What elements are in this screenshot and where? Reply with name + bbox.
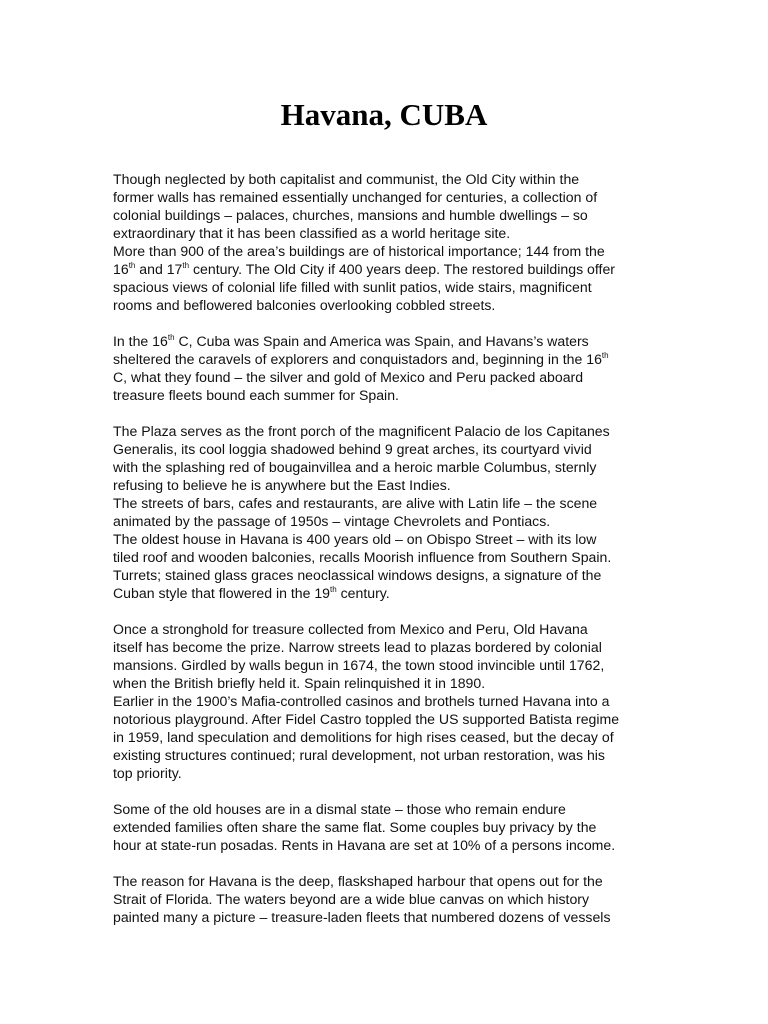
text-line xyxy=(113,422,658,440)
text-line xyxy=(113,242,658,260)
text-segment: animated by the passage of 1950s – vintage Chevrolets and Pontiacs. xyxy=(113,513,551,529)
text-segment: century. The Old City if 400 years deep. The restored buildings offer xyxy=(189,261,615,277)
text-line xyxy=(113,638,658,656)
text-segment: colonial buildings – palaces, churches, mansions and humble dwellings – so xyxy=(113,207,588,223)
text-line xyxy=(113,890,658,908)
text-line xyxy=(113,368,658,386)
text-line xyxy=(113,692,658,710)
text-line xyxy=(113,710,658,728)
text-line xyxy=(113,836,658,854)
text-segment: Earlier in the 1900’s Mafia-controlled casinos and brothels turned Havana into a xyxy=(113,693,610,709)
text-line xyxy=(113,278,658,296)
text-line xyxy=(113,188,658,206)
text-line xyxy=(113,260,658,278)
paragraph xyxy=(113,620,658,782)
text-segment: C, Cuba was Spain and America was Spain, and Havans’s waters xyxy=(174,333,589,349)
text-segment: sheltered the caravels of explorers and conquistadors and, beginning in the 16 xyxy=(113,351,602,367)
text-segment: The oldest house in Havana is 400 years old – on Obispo Street – with its low xyxy=(113,531,597,547)
text-segment: tiled roof and wooden balconies, recalls Moorish influence from Southern Spain. xyxy=(113,549,612,565)
text-segment: spacious views of colonial life filled with sunlit patios, wide stairs, magnificent xyxy=(113,279,592,295)
text-segment: notorious playground. After Fidel Castro toppled the US supported Batista regime xyxy=(113,711,620,727)
text-segment: hour at state-run posadas. Rents in Havana are set at 10% of a persons income. xyxy=(113,837,616,853)
text-segment: top priority. xyxy=(113,765,182,781)
text-segment: extended families often share the same flat. Some couples buy privacy by the xyxy=(113,819,597,835)
text-segment: C, what they found – the silver and gold of Mexico and Peru packed aboard xyxy=(113,369,584,385)
text-line xyxy=(113,224,658,242)
text-segment: treasure fleets bound each summer for Spain. xyxy=(113,387,399,403)
text-line xyxy=(113,494,658,512)
text-segment: century. xyxy=(336,585,390,601)
text-line xyxy=(113,476,658,494)
text-segment: More than 900 of the area’s buildings are of historical importance; 144 from the xyxy=(113,243,605,259)
text-line xyxy=(113,530,658,548)
text-line xyxy=(113,548,658,566)
text-segment: extraordinary that it has been classified as a world heritage site. xyxy=(113,225,511,241)
text-segment: The Plaza serves as the front porch of the magnificent Palacio de los Capitanes xyxy=(113,423,610,439)
text-segment: mansions. Girdled by walls begun in 1674, the town stood invincible until 1762, xyxy=(113,657,605,673)
text-line xyxy=(113,620,658,638)
text-segment: 16 xyxy=(113,261,129,277)
text-line xyxy=(113,818,658,836)
superscript: th xyxy=(128,261,136,270)
text-line xyxy=(113,332,658,350)
text-line xyxy=(113,206,658,224)
text-line xyxy=(113,458,658,476)
text-segment: Once a stronghold for treasure collected from Mexico and Peru, Old Havana xyxy=(113,621,588,637)
text-segment: painted many a picture – treasure-laden fleets that numbered dozens of vessels xyxy=(113,909,611,925)
text-line xyxy=(113,656,658,674)
text-line xyxy=(113,440,658,458)
text-segment: in 1959, land speculation and demolitions for high rises ceased, but the decay of xyxy=(113,729,614,745)
paragraph xyxy=(113,170,658,314)
text-segment: Strait of Florida. The waters beyond are a wide blue canvas on which history xyxy=(113,891,590,907)
text-line xyxy=(113,386,658,404)
paragraph xyxy=(113,800,658,854)
text-line xyxy=(113,674,658,692)
text-segment: itself has become the prize. Narrow streets lead to plazas bordered by colonial xyxy=(113,639,602,655)
text-line xyxy=(113,566,658,584)
text-segment: with the splashing red of bougainvillea and a heroic marble Columbus, sternly xyxy=(113,459,597,475)
text-line xyxy=(113,512,658,530)
superscript: th xyxy=(167,333,175,342)
paragraph xyxy=(113,332,658,404)
paragraph xyxy=(113,872,658,926)
text-segment: Generalis, its cool loggia shadowed behind 9 great arches, its courtyard vivid xyxy=(113,441,592,457)
text-line xyxy=(113,908,658,926)
text-segment: Some of the old houses are in a dismal state – those who remain endure xyxy=(113,801,566,817)
document-body xyxy=(113,170,658,944)
text-segment: Though neglected by both capitalist and communist, the Old City within the xyxy=(113,171,580,187)
text-segment: former walls has remained essentially unchanged for centuries, a collection of xyxy=(113,189,598,205)
text-segment: refusing to believe he is anywhere but the East Indies. xyxy=(113,477,451,493)
text-line xyxy=(113,170,658,188)
superscript: th xyxy=(330,585,337,594)
text-segment: existing structures continued; rural development, not urban restoration, was his xyxy=(113,747,605,763)
text-line xyxy=(113,746,658,764)
text-line xyxy=(113,728,658,746)
text-line xyxy=(113,764,658,782)
text-segment: The streets of bars, cafes and restaurants, are alive with Latin life – the scene xyxy=(113,495,598,511)
text-segment: when the British briefly held it. Spain relinquished it in 1890. xyxy=(113,675,486,691)
text-line xyxy=(113,350,658,368)
text-line xyxy=(113,872,658,890)
text-segment: rooms and beflowered balconies overlooking cobbled streets. xyxy=(113,297,496,313)
text-line xyxy=(113,584,658,602)
text-segment: In the 16 xyxy=(113,333,168,349)
text-line xyxy=(113,800,658,818)
text-segment: Turrets; stained glass graces neoclassical windows designs, a signature of the xyxy=(113,567,602,583)
page-title: Havana, CUBA xyxy=(280,97,488,132)
superscript: th xyxy=(182,261,190,270)
text-segment: and 17 xyxy=(135,261,183,277)
text-segment: The reason for Havana is the deep, flaskshaped harbour that opens out for the xyxy=(113,873,603,889)
text-line xyxy=(113,296,658,314)
superscript: th xyxy=(601,351,609,360)
paragraph xyxy=(113,422,658,602)
text-segment: Cuban style that flowered in the 19 xyxy=(113,585,331,601)
